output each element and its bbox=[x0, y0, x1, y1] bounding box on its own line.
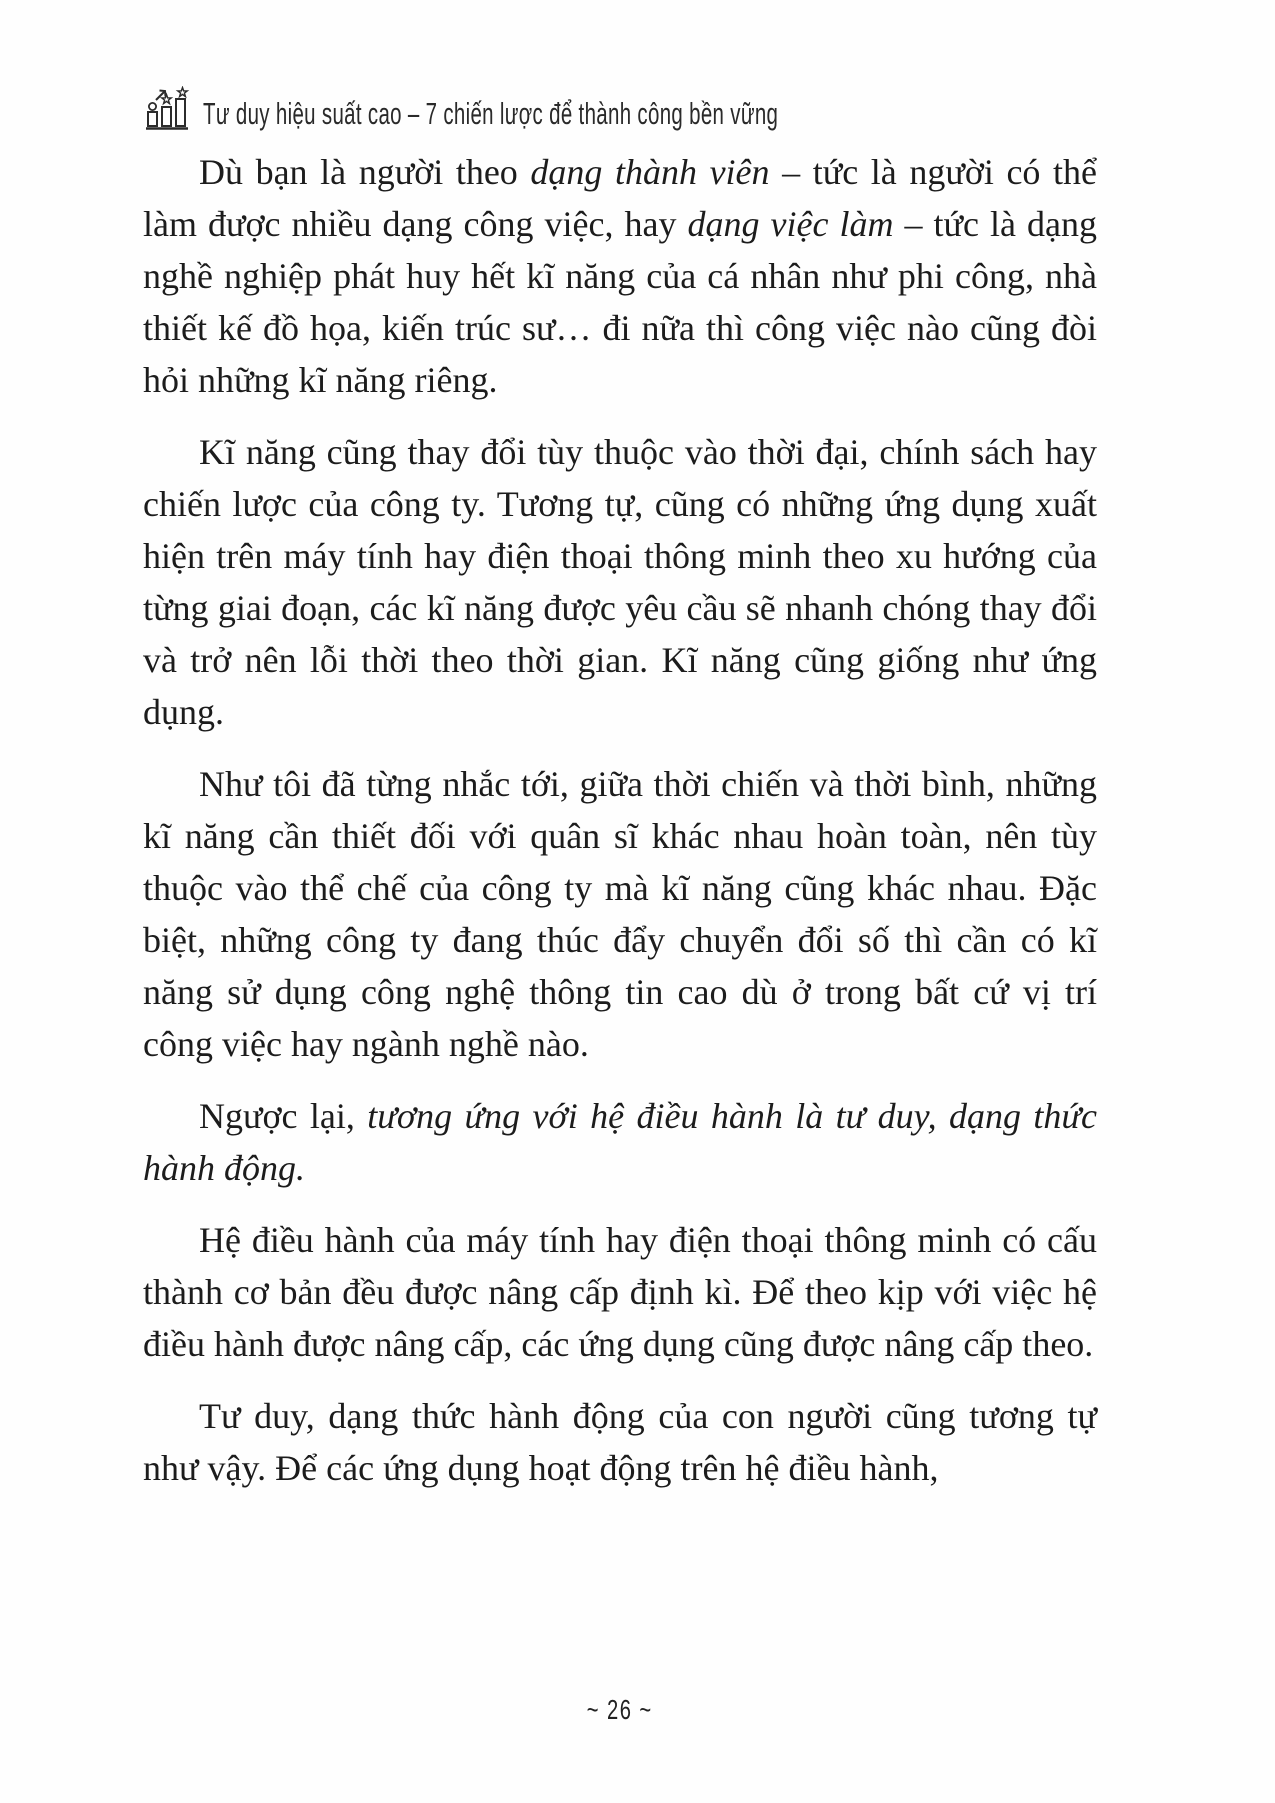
page-body bbox=[143, 146, 1097, 1514]
paragraph bbox=[143, 426, 1097, 738]
paragraph bbox=[143, 758, 1097, 1070]
text-run: – tức là người có thể làm được nhiều dạng công việc, hay bbox=[143, 152, 1097, 244]
text-run: – tức là dạng nghề nghiệp phát huy hết kĩ năng của cá nhân như phi công, nhà thiết kế đồ họa, kiến trúc sư… đi nữa thì công việc nào cũng đòi hỏi những kĩ năng riêng. bbox=[143, 204, 1098, 400]
text-run: Ngược lại, bbox=[199, 1096, 368, 1136]
paragraph bbox=[143, 146, 1097, 406]
page-header bbox=[143, 84, 1075, 132]
text-run: Kĩ năng cũng thay đổi tùy thuộc vào thời đại, chính sách hay chiến lược của công ty. Tương tự, cũng có những ứng dụng xuất hiện trên máy tính hay điện thoại thông minh theo xu hướng của từng giai đoạn, các kĩ năng được yêu cầu sẽ nhanh chóng thay đổi và trở nên lỗi thời theo thời gian. Kĩ năng cũng giống như ứng dụng. bbox=[143, 432, 1097, 732]
italic-text-run: dạng việc làm bbox=[687, 204, 894, 244]
running-head-title: Tư duy hiệu suất cao – 7 chiến lược để thành công bền vững bbox=[203, 95, 779, 131]
paragraph bbox=[143, 1390, 1097, 1494]
text-run: Hệ điều hành của máy tính hay điện thoại thông minh có cấu thành cơ bản đều được nâng cấp định kì. Để theo kịp với việc hệ điều hành được nâng cấp, các ứng dụng cũng được nâng cấp theo. bbox=[143, 1220, 1097, 1364]
page-number: ~ 26 ~ bbox=[587, 1694, 653, 1725]
text-run: Tư duy, dạng thức hành động của con người cũng tương tự như vậy. Để các ứng dụng hoạt động trên hệ điều hành, bbox=[143, 1396, 1097, 1488]
page-footer bbox=[143, 1694, 1097, 1726]
italic-text-run: dạng thành viên bbox=[530, 152, 770, 192]
paragraph bbox=[143, 1214, 1097, 1370]
italic-text-run: tương ứng với hệ điều hành là tư duy, dạng thức hành động. bbox=[143, 1096, 1097, 1188]
text-run: Dù bạn là người theo bbox=[199, 152, 531, 192]
growth-chart-icon bbox=[143, 86, 191, 132]
paragraph bbox=[143, 1090, 1097, 1194]
text-run: Như tôi đã từng nhắc tới, giữa thời chiến và thời bình, những kĩ năng cần thiết đối với quân sĩ khác nhau hoàn toàn, nên tùy thuộc vào thể chế của công ty mà kĩ năng cũng khác nhau. Đặc biệt, những công ty đang thúc đẩy chuyển đổi số thì cần có kĩ năng sử dụng công nghệ thông tin cao dù ở trong bất cứ vị trí công việc hay ngành nghề nào. bbox=[143, 764, 1097, 1064]
